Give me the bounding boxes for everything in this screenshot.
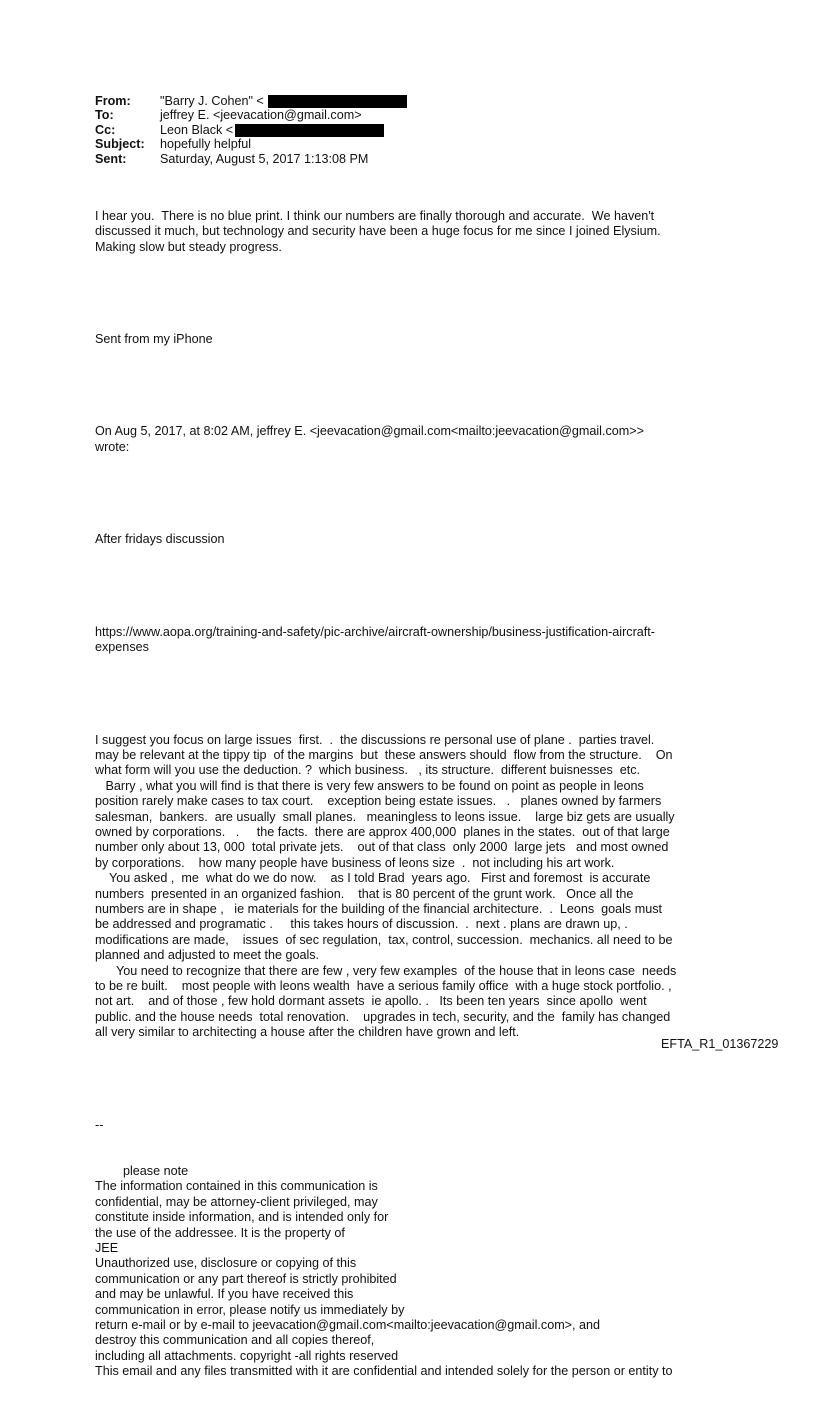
to-row [95, 108, 407, 122]
quoted-intro: After fridays discussion [95, 532, 225, 547]
from-value: "Barry J. Cohen" < [160, 94, 264, 108]
subject-row [95, 137, 407, 151]
email-body [95, 178, 725, 1410]
cc-label: Cc: [95, 122, 116, 137]
sent-from-signature: Sent from my iPhone [95, 332, 213, 347]
subject-value: hopefully helpful [160, 137, 252, 152]
signature-separator: -- [95, 1117, 104, 1132]
from-label: From: [95, 94, 131, 108]
email-header-block [95, 94, 407, 166]
sent-value: Saturday, August 5, 2017 1:13:08 PM [160, 151, 369, 166]
to-label: To: [95, 108, 114, 123]
sent-label: Sent: [95, 151, 127, 166]
to-value: jeffrey E. <jeevacation@gmail.com> [160, 108, 362, 123]
subject-label: Subject: [95, 137, 145, 152]
quoted-link: https://www.aopa.org/training-and-safety/pic-archive/aircraft-ownership/business-justification-aircraft- expenses [95, 624, 655, 655]
redaction-bar [235, 124, 384, 137]
reply-paragraph: I hear you. There is no blue print. I think our numbers are finally thorough and accurate. We haven't discussed it much, but technology and security have been a huge focus for me since I joined Elysium. Making slow but steady progress. [95, 208, 661, 254]
document-id: EFTA_R1_01367229 [661, 1037, 779, 1051]
quoted-header: On Aug 5, 2017, at 8:02 AM, jeffrey E. <jeevacation@gmail.com<mailto:jeevacation@gmail.com>> wrote: [95, 424, 644, 454]
redaction-bar [268, 95, 407, 108]
from-row [95, 94, 407, 108]
cc-row [95, 123, 407, 137]
cc-value: Leon Black < [160, 122, 234, 137]
disclaimer-text: please note The information contained in this communication is confidential, may be attorney-client privileged, may constitute inside information, and is intended only for the use of the addressee. It is the property of JEE Unauthorized use, disclosure or copying of this communication or any part thereof is strictly prohibited and may be unlawful. If you have received this communication in error, please notify us immediately by return e-mail or by e-mail to jeevacation@gmail.com<mailto:jeevacation@gmail.com>, and destroy this communication and all copies thereof, including all attachments. copyright -all rights reserved This email and any files transmitted with it are confidential and intended solely for the person or entity to [95, 1163, 673, 1379]
quoted-main-text: I suggest you focus on large issues first. . the discussions re personal use of plane . parties travel. may be relevant at the tippy tip of the margins but these answers should flow from the structure. On what form will you use the deduction. ? which business. , its structure. different buisnesses etc. Barry , what you will find is that there is very few answers to be found on point as people in leons position rarely make cases to tax court. exception being estate issues. . planes owned by farmers salesman, bankers. are usually small planes. meaningless to leons issue. large biz gets are usually owned by corporations. . the facts. there are approx 400,000 planes in the states. out of that large number only about 13, 000 total private jets. out of that class only 2000 large jets and most owned by corporations. how many people have business of leons size . not including his art work. You asked , me what do we do now. as I told Brad years ago. First and foremost is accurate numbers presented in an organized fashion. that is 80 percent of the grunt work. Once all the numbers are in shape , ie materials for the building of the financial architecture. . Leons goals must be addressed and programatic . this takes hours of discussion. . next . plans are drawn up, . modifications are made, issues of sec regulation, tax, control, succession. mechanics. all need to be planned and adjusted to meet the goals. You need to recognize that there are few , very few examples of the house that in leons case needs to be re built. most people with leons wealth have a serious family office with a huge stock portfolio. , not art. and of those , few hold dormant assets ie apollo. . Its been ten years since apollo went public. and the house needs total renovation. upgrades in tech, security, and the family has changed all very similar to architecting a house after the children have grown and left. [95, 732, 677, 1040]
sent-row [95, 152, 407, 166]
